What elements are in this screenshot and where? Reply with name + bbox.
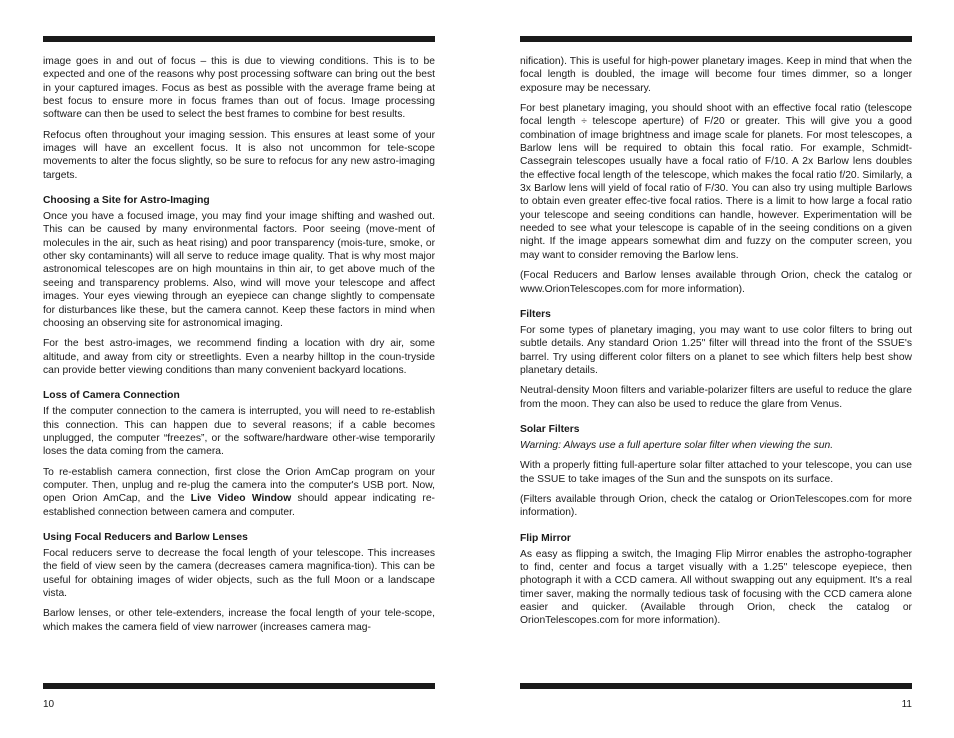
paragraph: Neutral-density Moon filters and variable-polarizer filters are useful to reduce the glare from the moon. They can also be used to reduce the glare from Venus. <box>520 385 912 410</box>
paragraph: With a properly fitting full-aperture solar filter attached to your telescope, you can use the SSUE to take images of the Sun and the sunspots on its surface. <box>520 460 912 485</box>
paragraph: (Filters available through Orion, check the catalog or OrionTelescopes.com for more information). <box>520 493 912 519</box>
section-heading: Using Focal Reducers and Barlow Lenses <box>43 531 248 543</box>
section-heading: Solar Filters <box>520 423 580 435</box>
paragraph: If the computer connection to the camera is interrupted, you will need to re-establish this connection. This can happen due to several reasons; if a cable becomes unplugged, the computer “freezes”, or the software/hardware other-wise temporarily loses the data coming from the camera. <box>43 406 435 458</box>
paragraph: image goes in and out of focus – this is due to viewing conditions. This is to be expected and one of the reasons why post processing software can bring out the best in your captured images. Focus as best as possible with the average frame being at best focus to ensure more in focus frames than out of focus. Image processing software can then be used to select the best frames to combine for best results. <box>43 56 435 121</box>
top-rule <box>43 36 435 42</box>
paragraph: Once you have a focused image, you may find your image shifting and washed out. This can be caused by many environmental factors. Poor seeing (move-ment of molecules in the air, such as heat rising) and poor transparency (mois-ture, smoke, or other sky contaminants) will all serve to reduce image quality. That is why most major astronomical telescopes are on high mountains in thin air, to get above much of the seeing and transparency problems. Also, wind will move your telescope and affect images. Your eyes viewing through an eyepiece can change slightly to compensate for disturbances like these, but the camera cannot. Keep these factors in mind when choosing an observing site for astronomical imaging. <box>43 211 435 329</box>
bottom-rule <box>520 683 912 689</box>
paragraph: As easy as flipping a switch, the Imaging Flip Mirror enables the astropho-tographer to find, center and focus a target visually with a 1.25" telescope eyepiece, then photograph it with a CCD camera. All without swapping out any equipment. It's a real timer saver, making the normally tedious task of focusing with the CCD camera alone easier and quicker. (Available through Orion, check the catalog or OrionTelescopes.com for more information). <box>520 548 912 627</box>
paragraph-fragment: To re-establish camera connection, first close the Orion AmCap program on your computer. Then, unplug and re-plug the camera into the computer's USB port. Now, open Orion AmCap, and the <box>43 466 435 505</box>
bottom-rule <box>43 683 435 689</box>
left-page <box>43 0 435 738</box>
section-heading: Loss of Camera Connection <box>43 390 180 402</box>
paragraph: For the best astro-images, we recommend finding a location with dry air, some altitude, and away from city or streetlights. Even a nearby hilltop in the coun-tryside can provide better viewing conditions than many convenient backyard locations. <box>43 338 435 376</box>
page-number: 11 <box>901 699 912 710</box>
left-column <box>43 55 435 641</box>
paragraph: (Focal Reducers and Barlow lenses available through Orion, check the catalog or www.OrionTelescopes.com for more information). <box>520 270 912 295</box>
paragraph: Refocus often throughout your imaging session. This ensures at least some of your images will have an excellent focus. It is also not uncommon for tele-scope movements to alter the focus slightly, so be sure to refocus for any new astro-imaging targets. <box>43 129 435 181</box>
paragraph <box>43 466 435 519</box>
paragraph: Focal reducers serve to decrease the focal length of your telescope. This increases the field of view seen by the camera (decreases camera magnifica-tion). This can be useful for obtaining images of wider objects, such as the full Moon or a landscape vista. <box>43 547 435 599</box>
section-heading: Flip Mirror <box>520 532 571 544</box>
paragraph: For some types of planetary imaging, you may want to use color filters to bring out subtle details. Any standard Orion 1.25" filter will thread into the front of the SSUE's barrel. Try using different color filters on a planet to see which filters help best show planetary details. <box>520 324 912 376</box>
top-rule <box>520 36 912 42</box>
page-number: 10 <box>43 699 55 710</box>
warning-text: Warning: Always use a full aperture solar filter when viewing the sun. <box>520 439 834 451</box>
section-heading: Choosing a Site for Astro-Imaging <box>43 195 210 207</box>
section-heading: Filters <box>520 308 551 320</box>
right-column <box>520 55 912 635</box>
paragraph: nification). This is useful for high-power planetary images. Keep in mind that when the focal length is doubled, the image will become four times dimmer, so a longer exposure may be necessary. <box>520 56 912 94</box>
paragraph: Barlow lenses, or other tele-extenders, increase the focal length of your tele-scope, which makes the camera field of view narrower (increases camera mag- <box>43 608 435 633</box>
paragraph-fragment: should appear indicating re-established connection between camera and computer. <box>43 493 435 518</box>
paragraph: For best planetary imaging, you should shoot with an effective focal ratio (telescope focal length ÷ telescope aperture) of F/20 or greater. This will give you a good combination of image brightness and image scale for planets. For most telescopes, a Barlow lens will be required to obtain this focal ratio. For example, Schmidt-Cassegrain telescopes usually have a focal ratio of F/10. A 2x Barlow lens doubles the effective focal length of the telescope, which makes the focal ratio f/20. Similarly, a 3x Barlow lens will yield of focal ratio of F/30. You can also try using multiple Barlows to obtain even greater effec-tive focal ratios. There is a limit to how large a focal ratio your telescope and seeing conditions can handle, however. Experimentation will be needed to see what your telescope is capable of in the seeing conditions on a given night. If the image appears somewhat dim and fuzzy on the computer screen, you may want to consider removing the Barlow lens. <box>520 103 912 261</box>
bold-term: Live Video Window <box>190 493 292 505</box>
right-page <box>520 0 912 738</box>
